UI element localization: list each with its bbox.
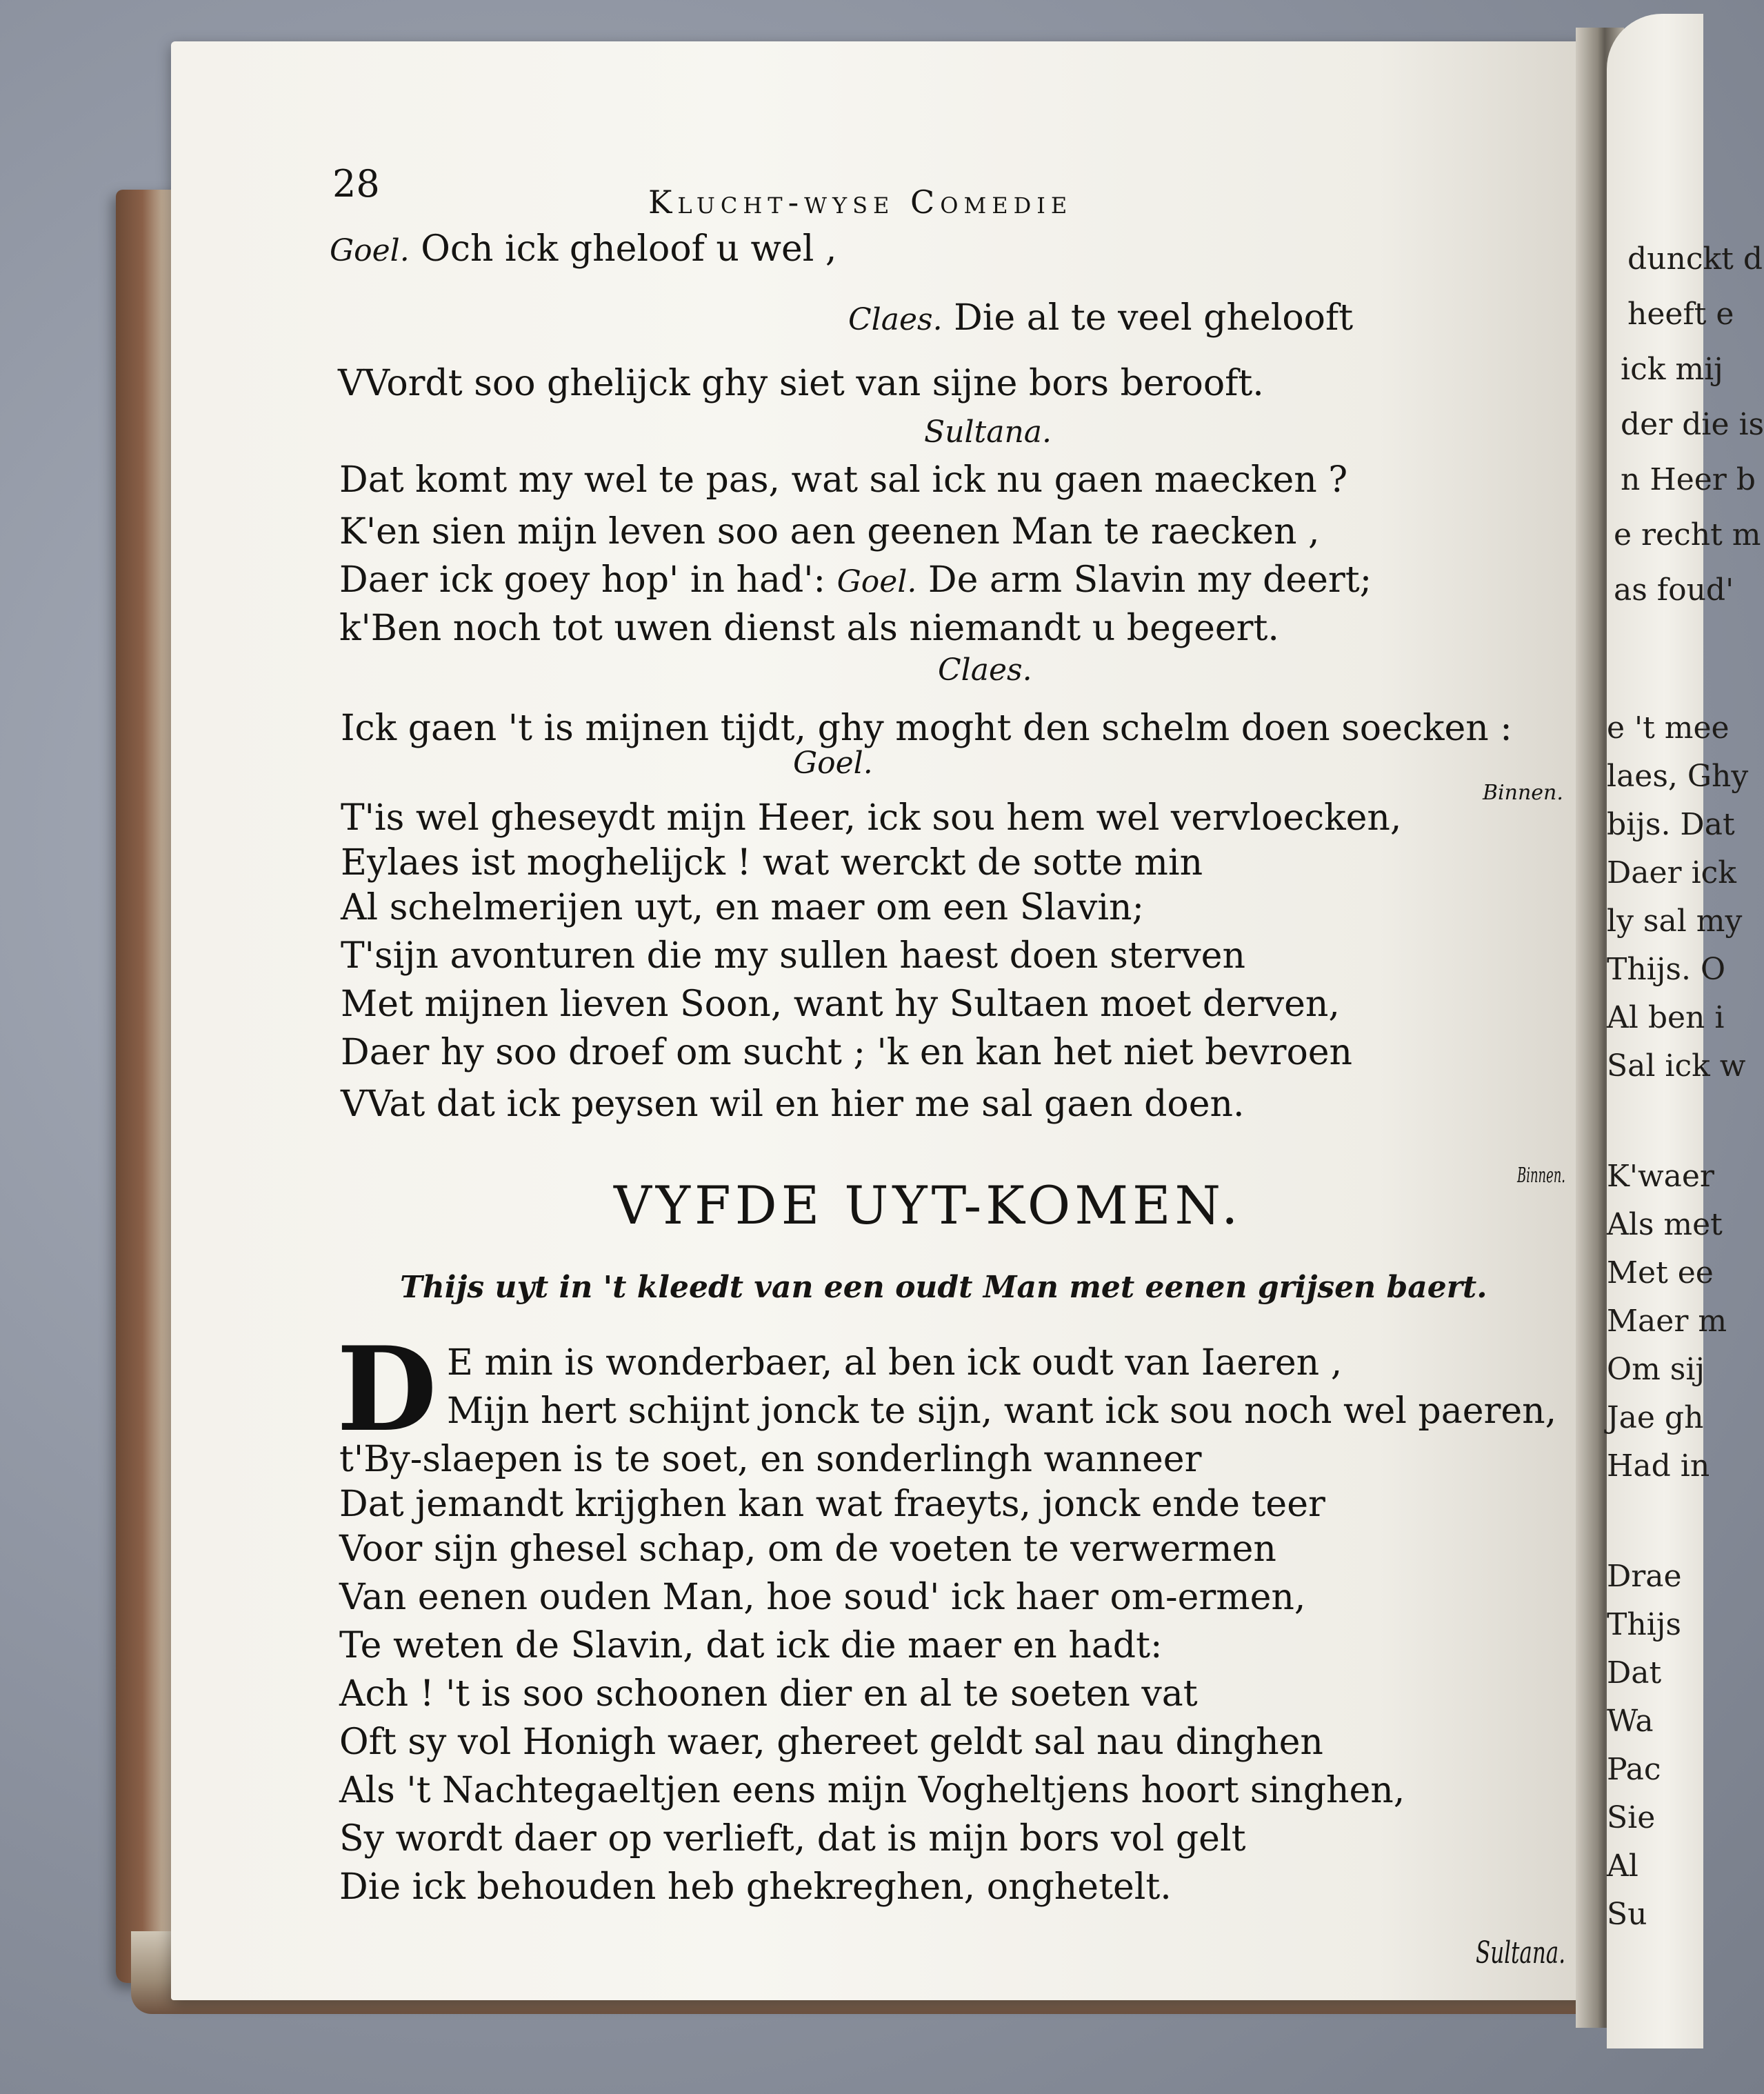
next-page-line: bijs. Dat [1607,807,1735,842]
verse-line: Sy wordt daer op verlieft, dat is mijn bors vol gelt [339,1818,1246,1859]
verse-line [339,559,1372,601]
verse-line: Die ick behouden heb ghekreghen, onghetelt. [339,1866,1172,1908]
next-page-line: K'waer [1607,1159,1714,1194]
next-page-line: n Heer b [1621,462,1756,497]
speaker-label: Claes. [848,302,943,337]
verse-line: Als 't Nachtegaeltjen eens mijn Vogheltjens hoort singhen, [339,1770,1405,1811]
next-page-line: Al [1607,1848,1638,1884]
verse-line: Al schelmerijen uyt, en maer om een Slavin; [341,887,1144,928]
next-page-line: Sal ick w [1607,1048,1746,1084]
next-page-line: Jae gh [1607,1400,1704,1435]
next-page-line: Maer m [1607,1304,1727,1339]
next-page-line: Wa [1607,1704,1654,1739]
next-page-line: Sie [1607,1800,1656,1835]
next-page-line: ly sal my [1607,904,1743,939]
page-number: 28 [332,162,380,206]
stage-exit: Binnen. [1483,781,1563,805]
stage-direction: Thijs uyt in 't kleedt van een oudt Man met eenen grijsen baert. [400,1270,1487,1305]
next-page-line: der die is [1621,407,1764,442]
verse-line: Oft sy vol Honigh waer, ghereet geldt sal nau dinghen [339,1722,1323,1763]
verse-line: Dat komt my wel te pas, wat sal ick nu gaen maecken ? [339,459,1348,501]
next-page-line: Pac [1607,1752,1661,1787]
verse-line: Mijn hert schijnt jonck te sijn, want ick sou noch wel paeren, [447,1390,1557,1432]
next-page-line: e recht m [1614,517,1761,552]
verse-text: Och ick gheloof u wel , [421,228,837,270]
verse-line: Van eenen ouden Man, hoe soud' ick haer om-ermen, [339,1577,1306,1618]
next-page-line: e 't mee [1607,710,1730,746]
catchword: Sultana. [1476,1935,1566,1971]
verse-line: Eylaes ist moghelijck ! wat werckt de sotte min [341,842,1203,884]
verse-text: Daer ick goey hop' in had': [339,559,826,601]
next-page-line: heeft e [1627,297,1734,332]
verse-line: Dat jemandt krijghen kan wat fraeyts, jonck ende teer [339,1484,1325,1525]
next-page-line: Met ee [1607,1255,1714,1290]
next-page-line: Als met [1607,1207,1723,1242]
verse-text: Die al te veel ghelooft [954,297,1354,339]
verse-line: Daer hy soo droef om sucht ; 'k en kan het niet bevroen [341,1032,1353,1073]
next-page-line: Thijs. O [1607,952,1726,987]
next-page-line: Drae [1607,1559,1682,1594]
verse-line: VVordt soo ghelijck ghy siet van sijne bors berooft. [338,363,1264,404]
speaker-heading: Goel. [793,746,873,781]
next-page-line: laes, Ghy [1607,759,1749,794]
speaker-label: Goel. [330,233,410,268]
verse-line [330,228,837,270]
verse-line [848,297,1354,339]
running-head: Klucht-wyse Comedie [648,183,1073,221]
next-page-line: Thijs [1607,1607,1681,1642]
verse-line: Ach ! 't is soo schoonen dier en al te soeten vat [339,1673,1198,1715]
next-page-line: ick mij [1621,352,1723,387]
next-page-line: Daer ick [1607,855,1736,890]
verse-line: VVat dat ick peysen wil en hier me sal gaen doen. [341,1084,1245,1125]
verse-line: k'Ben noch tot uwen dienst als niemandt u begeert. [339,608,1279,649]
verse-line: Ick gaen 't is mijnen tijdt, ghy moght den schelm doen soecken : [341,708,1512,749]
verse-line: T'sijn avonturen die my sullen haest doen sterven [341,935,1245,977]
drop-cap: D [337,1321,437,1457]
right-page-fragment [1607,14,1764,2048]
next-page-line: Su [1607,1897,1647,1932]
next-page-line: Had in [1607,1448,1710,1484]
next-page-line: as foud' [1614,572,1734,608]
speaker-heading: Sultana. [924,415,1052,450]
speaker-heading: Claes. [938,652,1032,688]
verse-line: t'By-slaepen is te soet, en sonderlingh wanneer [339,1439,1202,1480]
stage-exit: Binnen. [1517,1164,1566,1188]
verse-text: De arm Slavin my deert; [928,559,1372,601]
verse-line: Met mijnen lieven Soon, want hy Sultaen moet derven, [341,984,1340,1025]
section-title: VYFDE UYT-KOMEN. [614,1175,1243,1236]
verse-line: E min is wonderbaer, al ben ick oudt van Iaeren , [447,1342,1343,1384]
next-page-line: Al ben i [1607,1000,1725,1035]
next-page-line: Om sij [1607,1352,1705,1387]
speaker-label: Goel. [836,564,917,599]
verse-line: T'is wel gheseydt mijn Heer, ick sou hem wel vervloecken, [341,797,1402,839]
next-page-line: Dat [1607,1655,1662,1691]
verse-line: Te weten de Slavin, dat ick die maer en hadt: [339,1625,1163,1666]
verse-line: K'en sien mijn leven soo aen geenen Man te raecken , [339,511,1320,552]
verse-line: Voor sijn ghesel schap, om de voeten te verwermen [339,1528,1276,1570]
next-page-line: dunckt d [1627,241,1763,277]
